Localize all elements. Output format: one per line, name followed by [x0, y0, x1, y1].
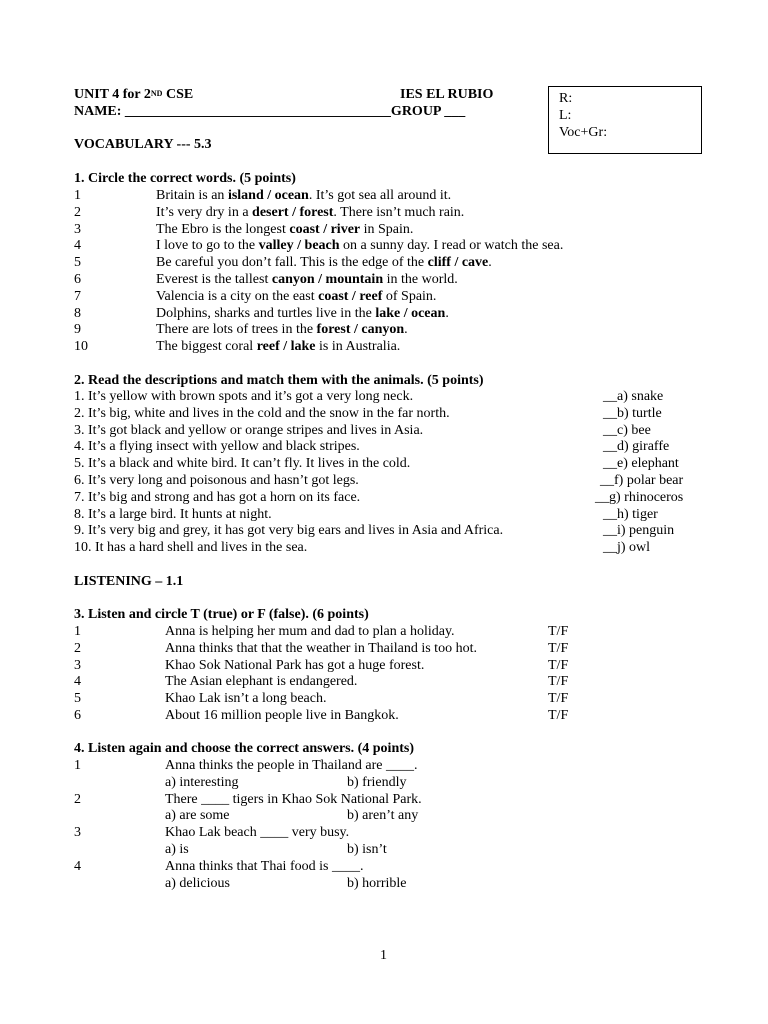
true-false-choice[interactable]: T/F: [548, 657, 569, 673]
option-b[interactable]: b) horrible: [347, 875, 407, 891]
vocabulary-heading: VOCABULARY --- 5.3: [74, 137, 212, 152]
school-name: IES EL RUBIO: [400, 87, 494, 102]
sentence-after: of Spain.: [382, 288, 437, 304]
item-sentence: [156, 339, 400, 356]
unit-title-suffix: CSE: [162, 87, 194, 102]
exercise-1-item: [0, 272, 768, 289]
exercise-1-item: [0, 188, 768, 205]
sentence-before: Be careful you don’t fall. This is the edge of the: [156, 255, 428, 271]
exercise-3-item: [0, 674, 768, 691]
sentence-before: There are lots of trees in the: [156, 322, 317, 338]
exercise-1-title: 1. Circle the correct words. (5 points): [74, 171, 296, 186]
item-number: 6: [74, 708, 81, 723]
true-false-choice[interactable]: T/F: [548, 624, 569, 639]
statement-text: Khao Sok National Park has got a huge forest.: [165, 657, 425, 673]
exercise-2-item: [0, 473, 768, 490]
exercise-4-options: [0, 842, 768, 859]
animal-description: 2. It’s big, white and lives in the cold and the snow in the far north.: [74, 405, 450, 421]
animal-description: 4. It’s a flying insect with yellow and black stripes.: [74, 439, 360, 455]
sentence-after: in Spain.: [360, 221, 414, 237]
word-choice[interactable]: cliff / cave: [427, 255, 489, 271]
exercise-3-item: [0, 708, 768, 725]
animal-option[interactable]: __h) tiger: [603, 506, 658, 522]
item-number: 3: [74, 657, 81, 673]
item-number: 2: [74, 204, 81, 220]
exercise-4-question: [0, 859, 768, 876]
item-number: 3: [74, 825, 81, 841]
true-false-choice[interactable]: T/F: [548, 691, 569, 707]
animal-option[interactable]: __i) penguin: [603, 523, 675, 539]
score-box: [548, 86, 702, 154]
exercise-4-question: [0, 825, 768, 842]
item-number: 8: [74, 305, 81, 321]
unit-title: [74, 87, 193, 104]
sentence-after: .: [488, 255, 492, 271]
exercise-2-item: [0, 490, 768, 507]
item-number: 4: [74, 238, 81, 254]
item-sentence: [156, 188, 451, 205]
question-text: There ____ tigers in Khao Sok National Park.: [165, 791, 422, 807]
exercise-4-options: [0, 775, 768, 792]
sentence-before: It’s very dry in a: [156, 204, 253, 220]
word-choice[interactable]: lake / ocean: [375, 305, 446, 321]
animal-option[interactable]: __a) snake: [603, 389, 664, 404]
item-number: 4: [74, 674, 81, 690]
exercise-2-item: [0, 439, 768, 456]
exercise-3-item: [0, 691, 768, 708]
sentence-after: in the world.: [383, 272, 458, 287]
word-choice[interactable]: coast / river: [289, 221, 361, 237]
exercise-4-options: [0, 876, 768, 893]
exercise-3-title: 3. Listen and circle T (true) or F (false). (6 points): [74, 607, 369, 622]
exercise-3-item: [0, 658, 768, 675]
animal-option[interactable]: __j) owl: [603, 540, 651, 556]
option-a[interactable]: a) delicious: [165, 875, 230, 891]
exercise-1-item: [0, 322, 768, 339]
question-text: Anna thinks that Thai food is ____.: [165, 858, 364, 874]
true-false-choice[interactable]: T/F: [548, 708, 569, 723]
score-listening: L:: [559, 107, 572, 123]
sentence-after: . It’s got sea all around it.: [308, 188, 452, 203]
statement-text: Anna thinks that that the weather in Thailand is too hot.: [165, 640, 477, 656]
animal-option[interactable]: __b) turtle: [603, 405, 662, 421]
sentence-before: Dolphins, sharks and turtles live in the: [156, 305, 376, 321]
animal-description: 3. It’s got black and yellow or orange stripes and lives in Asia.: [74, 422, 424, 438]
score-reading: R:: [559, 91, 573, 106]
animal-option[interactable]: __c) bee: [603, 422, 651, 438]
sentence-before: Britain is an: [156, 188, 228, 203]
exercise-1-item: [0, 222, 768, 239]
word-choice[interactable]: canyon / mountain: [271, 272, 384, 287]
item-number: 4: [74, 858, 81, 874]
item-sentence: [156, 238, 563, 255]
item-number: 7: [74, 288, 81, 304]
listening-heading: LISTENING – 1.1: [74, 574, 184, 589]
item-number: 1: [74, 624, 81, 639]
option-b[interactable]: b) isn’t: [347, 842, 387, 857]
sentence-after: . There isn’t much rain.: [333, 204, 465, 220]
item-number: 6: [74, 272, 81, 287]
option-b[interactable]: b) aren’t any: [347, 808, 419, 824]
exercise-1-item: [0, 339, 768, 356]
item-number: 5: [74, 255, 81, 271]
sentence-before: The Ebro is the longest: [156, 221, 290, 237]
exercise-2-title: 2. Read the descriptions and match them with the animals. (5 points): [74, 373, 484, 388]
item-sentence: [156, 255, 492, 272]
item-number: 1: [74, 188, 81, 203]
question-text: Khao Lak beach ____ very busy.: [165, 825, 350, 841]
exercise-4-title: 4. Listen again and choose the correct answers. (4 points): [74, 741, 415, 756]
item-number: 1: [74, 758, 81, 773]
item-number: 3: [74, 221, 81, 237]
animal-description: 5. It’s a black and white bird. It can’t fly. It lives in the cold.: [74, 456, 411, 472]
item-sentence: [156, 322, 408, 339]
option-a[interactable]: a) is: [165, 842, 189, 857]
option-a[interactable]: a) are some: [165, 808, 230, 824]
exercise-2-item: [0, 507, 768, 524]
sentence-after: is in Australia.: [315, 339, 401, 355]
question-text: Anna thinks the people in Thailand are ____.: [165, 758, 418, 773]
word-choice[interactable]: desert / forest: [252, 204, 334, 220]
item-number: 5: [74, 691, 81, 707]
word-choice[interactable]: coast / reef: [318, 288, 383, 304]
word-choice[interactable]: island / ocean: [227, 188, 309, 203]
animal-option[interactable]: __f) polar bear: [600, 473, 684, 488]
name-group-line[interactable]: NAME: ______________________________________GROUP ___: [74, 104, 466, 119]
exercise-2-item: [0, 523, 768, 540]
exercise-1-item: [0, 306, 768, 323]
exercise-1-item: [0, 289, 768, 306]
exercise-2-item: [0, 389, 768, 406]
option-a[interactable]: a) interesting: [165, 774, 239, 790]
sentence-before: Everest is the tallest: [156, 272, 272, 287]
word-choice[interactable]: forest / canyon: [316, 322, 405, 338]
animal-description: 9. It’s very big and grey, it has got very big ears and lives in Asia and Africa.: [74, 523, 504, 539]
exercise-2-item: [0, 406, 768, 423]
exercise-2-item: [0, 540, 768, 557]
statement-text: Khao Lak isn’t a long beach.: [165, 691, 327, 707]
exercise-4-options: [0, 808, 768, 825]
sentence-before: Valencia is a city on the east: [156, 288, 319, 304]
animal-description: 7. It’s big and strong and has got a horn on its face.: [74, 489, 361, 505]
exercise-1-item: [0, 255, 768, 272]
item-sentence: [156, 306, 449, 323]
item-number: 2: [74, 791, 81, 807]
item-number: 9: [74, 322, 81, 338]
item-number: 2: [74, 640, 81, 656]
word-choice[interactable]: reef / lake: [256, 339, 316, 355]
exercise-1-item: [0, 238, 768, 255]
item-number: 10: [74, 339, 88, 355]
exercise-4-question: [0, 758, 768, 775]
animal-option[interactable]: __e) elephant: [603, 456, 679, 472]
sentence-after: on a sunny day. I read or watch the sea.: [339, 238, 564, 254]
page-number: 1: [380, 948, 387, 963]
word-choice[interactable]: valley / beach: [258, 238, 340, 254]
animal-description: 8. It’s a large bird. It hunts at night.: [74, 506, 272, 522]
item-sentence: [156, 222, 413, 239]
unit-title-text: UNIT 4 for 2: [74, 87, 151, 102]
item-sentence: [156, 289, 436, 306]
animal-option[interactable]: __d) giraffe: [603, 439, 670, 455]
item-sentence: [156, 272, 458, 289]
item-sentence: [156, 205, 464, 222]
exercise-3-item: [0, 624, 768, 641]
exercise-2-item: [0, 456, 768, 473]
statement-text: About 16 million people live in Bangkok.: [165, 708, 399, 723]
statement-text: Anna is helping her mum and dad to plan a holiday.: [165, 624, 455, 639]
sentence-after: .: [445, 305, 449, 321]
animal-description: 1. It’s yellow with brown spots and it’s got a very long neck.: [74, 389, 414, 404]
sentence-after: .: [404, 322, 408, 338]
option-b[interactable]: b) friendly: [347, 774, 407, 790]
sentence-before: The biggest coral: [156, 339, 257, 355]
unit-superscript: ND: [150, 89, 163, 98]
true-false-choice[interactable]: T/F: [548, 640, 569, 656]
exercise-3-item: [0, 641, 768, 658]
exercise-1-item: [0, 205, 768, 222]
exercise-2-item: [0, 423, 768, 440]
animal-description: 6. It’s very long and poisonous and hasn’t got legs.: [74, 473, 359, 488]
sentence-before: I love to go to the: [156, 238, 259, 254]
true-false-choice[interactable]: T/F: [548, 674, 569, 690]
animal-description: 10. It has a hard shell and lives in the sea.: [74, 540, 308, 556]
exercise-4-question: [0, 792, 768, 809]
score-vocab-grammar: Voc+Gr:: [559, 124, 608, 140]
statement-text: The Asian elephant is endangered.: [165, 674, 358, 690]
animal-option[interactable]: __g) rhinoceros: [595, 489, 684, 505]
